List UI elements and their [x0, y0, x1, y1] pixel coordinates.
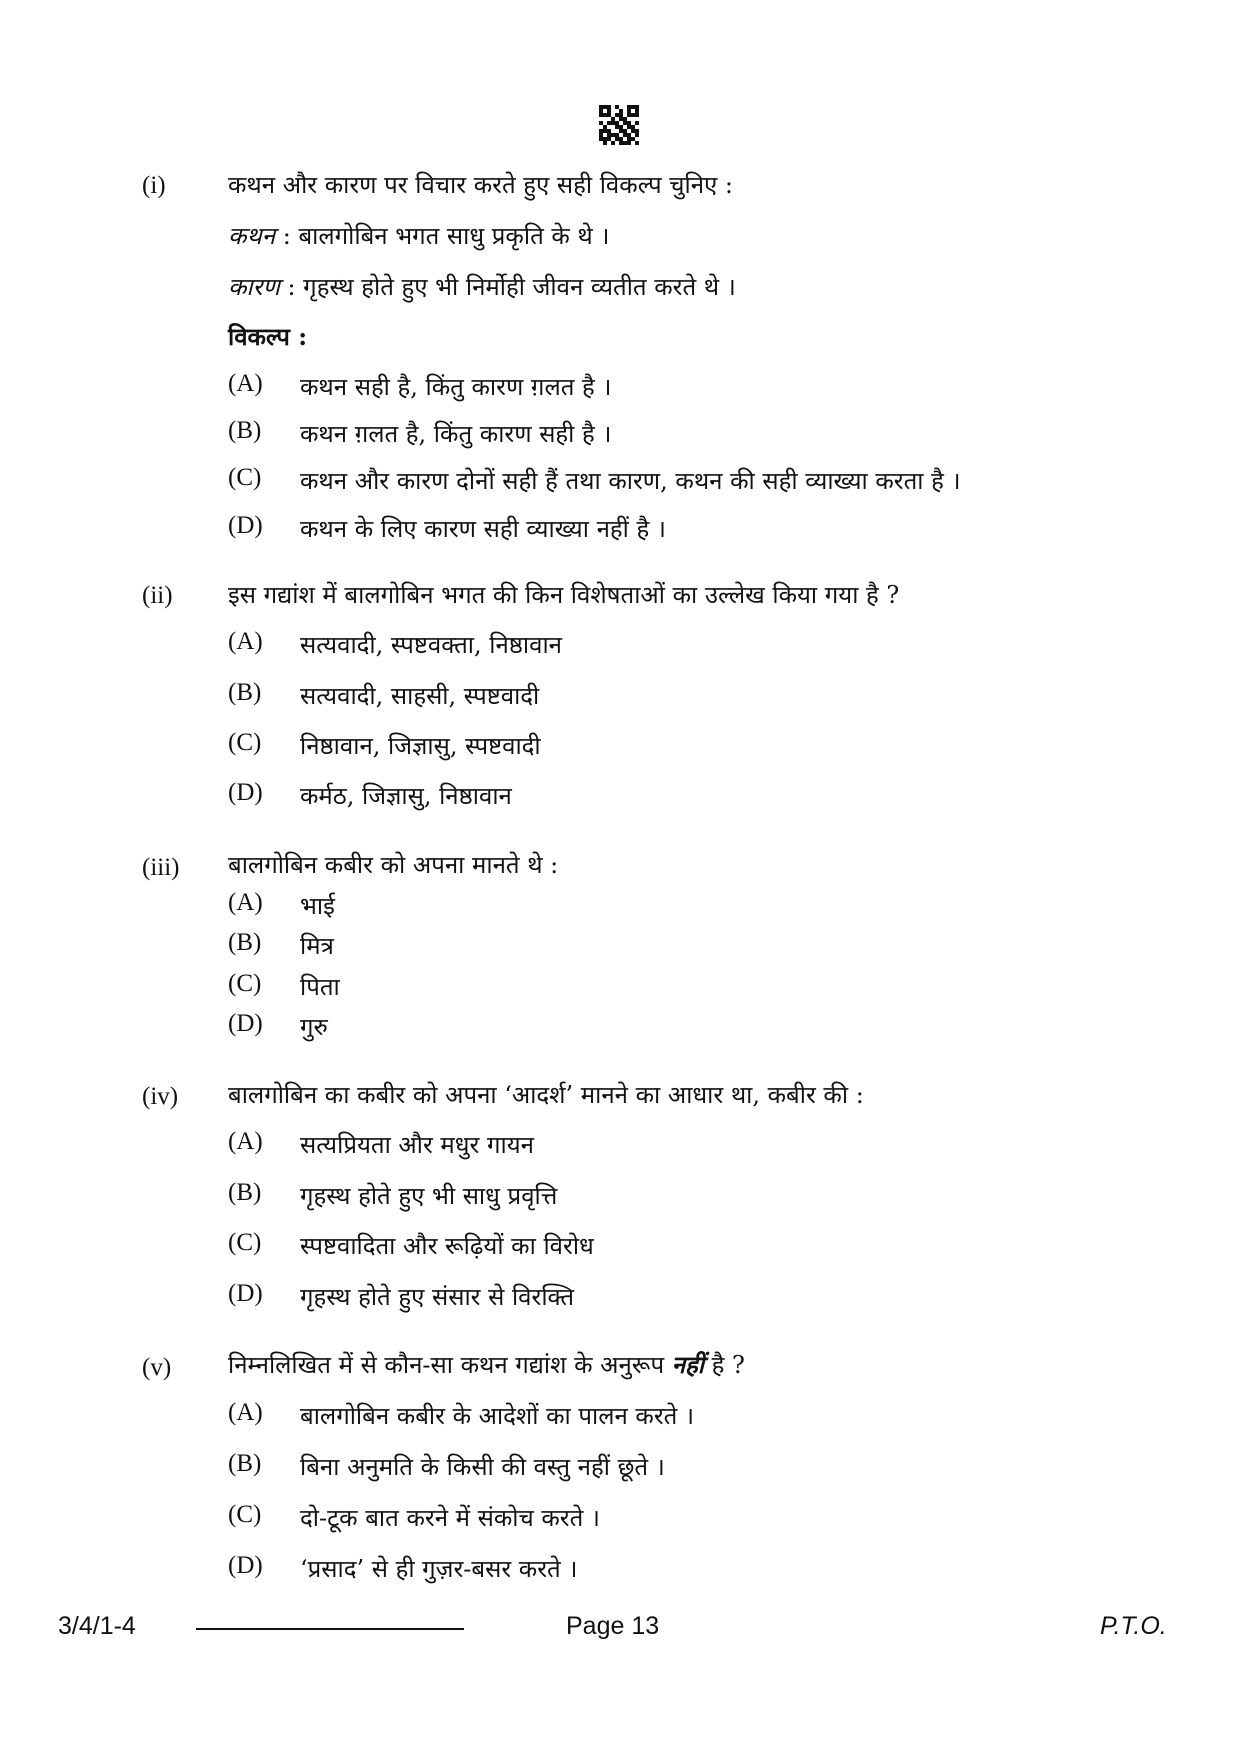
option-label: (C) [228, 1501, 262, 1528]
option-label: (C) [228, 464, 262, 491]
option-label: (A) [228, 628, 263, 655]
option-text: गृहस्थ होते हुए भी साधु प्रवृत्ति [300, 1182, 558, 1210]
option-a [0, 628, 1241, 668]
option-text: निष्ठावान, जिज्ञासु, स्पष्टवादी [300, 732, 541, 760]
option-label: (B) [228, 417, 262, 444]
option-text: सत्यप्रियता और मधुर गायन [300, 1131, 534, 1159]
option-text: सत्यवादी, स्पष्टवक्ता, निष्ठावान [300, 631, 562, 659]
question-number: (iv) [142, 1083, 179, 1110]
option-c [0, 464, 1241, 504]
option-label: (D) [228, 1552, 263, 1579]
option-d [0, 1010, 1241, 1050]
option-label: (D) [228, 512, 263, 539]
option-text: गुरु [300, 1013, 328, 1041]
option-text: कथन सही है, किंतु कारण ग़लत है । [300, 373, 612, 401]
option-b [0, 929, 1241, 969]
option-d [0, 512, 1241, 552]
question-text-before: निम्नलिखित में से कौन-सा कथन गद्यांश के अनुरूप [228, 1351, 665, 1379]
option-label: (A) [228, 1399, 263, 1426]
option-b [0, 417, 1241, 457]
page-number: Page 13 [566, 1612, 660, 1640]
option-b [0, 1450, 1241, 1490]
question-text: बालगोबिन का कबीर को अपना ‘आदर्श’ मानने का आधार था, कबीर की : [228, 1081, 864, 1109]
question-number: (i) [142, 172, 166, 199]
question-text: कथन और कारण पर विचार करते हुए सही विकल्प चुनिए : [228, 171, 734, 199]
option-label: (B) [228, 1179, 262, 1206]
option-b [0, 679, 1241, 719]
option-label: (C) [228, 729, 262, 756]
option-label: (D) [228, 779, 263, 806]
option-label: (C) [228, 1229, 262, 1256]
option-text: बिना अनुमति के किसी की वस्तु नहीं छूते । [300, 1453, 665, 1481]
option-text: भाई [300, 892, 335, 920]
option-a [0, 370, 1241, 410]
option-label: (B) [228, 929, 262, 956]
option-d [0, 779, 1241, 819]
option-text: सत्यवादी, साहसी, स्पष्टवादी [300, 682, 540, 710]
question-text-after: है ? [711, 1351, 745, 1379]
option-label: (D) [228, 1280, 263, 1307]
option-d [0, 1280, 1241, 1320]
option-text: कथन और कारण दोनों सही हैं तथा कारण, कथन की सही व्याख्या करता है । [300, 467, 961, 495]
option-c [0, 970, 1241, 1010]
option-text: कर्मठ, जिज्ञासु, निष्ठावान [300, 782, 512, 810]
question-number: (iii) [142, 854, 180, 881]
option-text: गृहस्थ होते हुए संसार से विरक्ति [300, 1283, 575, 1311]
option-a [0, 1128, 1241, 1168]
qr-code [599, 105, 639, 145]
options-heading: विकल्प : [228, 322, 308, 351]
option-label: (A) [228, 370, 263, 397]
option-text: स्पष्टवादिता और रूढ़ियों का विरोध [300, 1232, 594, 1260]
option-text: बालगोबिन कबीर के आदेशों का पालन करते । [300, 1402, 695, 1430]
reason-text: : गृहस्थ होते हुए भी निर्मोही जीवन व्यतीत करते थे । [287, 273, 736, 301]
question-text: इस गद्यांश में बालगोबिन भगत की किन विशेषताओं का उल्लेख किया गया है ? [228, 581, 900, 609]
option-c [0, 1229, 1241, 1269]
question-text-emphasis: नहीं [671, 1350, 705, 1379]
option-label: (C) [228, 970, 262, 997]
option-label: (B) [228, 1450, 262, 1477]
option-label: (A) [228, 889, 263, 916]
option-d [0, 1552, 1241, 1592]
option-text: मित्र [300, 932, 334, 960]
option-c [0, 729, 1241, 769]
statement-label: कथन [228, 222, 276, 250]
option-label: (D) [228, 1010, 263, 1037]
option-a [0, 1399, 1241, 1439]
reason-line [228, 270, 1128, 304]
option-text: ‘प्रसाद’ से ही गुज़र-बसर करते । [300, 1555, 578, 1583]
footer-divider [196, 1628, 464, 1630]
question-text: बालगोबिन कबीर को अपना मानते थे : [228, 851, 559, 879]
option-label: (B) [228, 679, 262, 706]
option-b [0, 1179, 1241, 1219]
statement-text: : बालगोबिन भगत साधु प्रकृति के थे । [282, 222, 610, 250]
question-number: (v) [142, 1354, 172, 1381]
paper-code: 3/4/1-4 [58, 1612, 136, 1640]
question-text [228, 1348, 1128, 1382]
option-c [0, 1501, 1241, 1541]
option-text: कथन ग़लत है, किंतु कारण सही है । [300, 420, 612, 448]
option-text: दो-टूक बात करने में संकोच करते । [300, 1504, 601, 1532]
question-number: (ii) [142, 582, 173, 609]
option-text: पिता [300, 973, 340, 1001]
statement-line [228, 219, 1128, 253]
option-text: कथन के लिए कारण सही व्याख्या नहीं है । [300, 515, 666, 543]
option-label: (A) [228, 1128, 263, 1155]
reason-label: कारण [228, 273, 280, 301]
option-a [0, 889, 1241, 929]
pto-label: P.T.O. [1100, 1612, 1167, 1640]
